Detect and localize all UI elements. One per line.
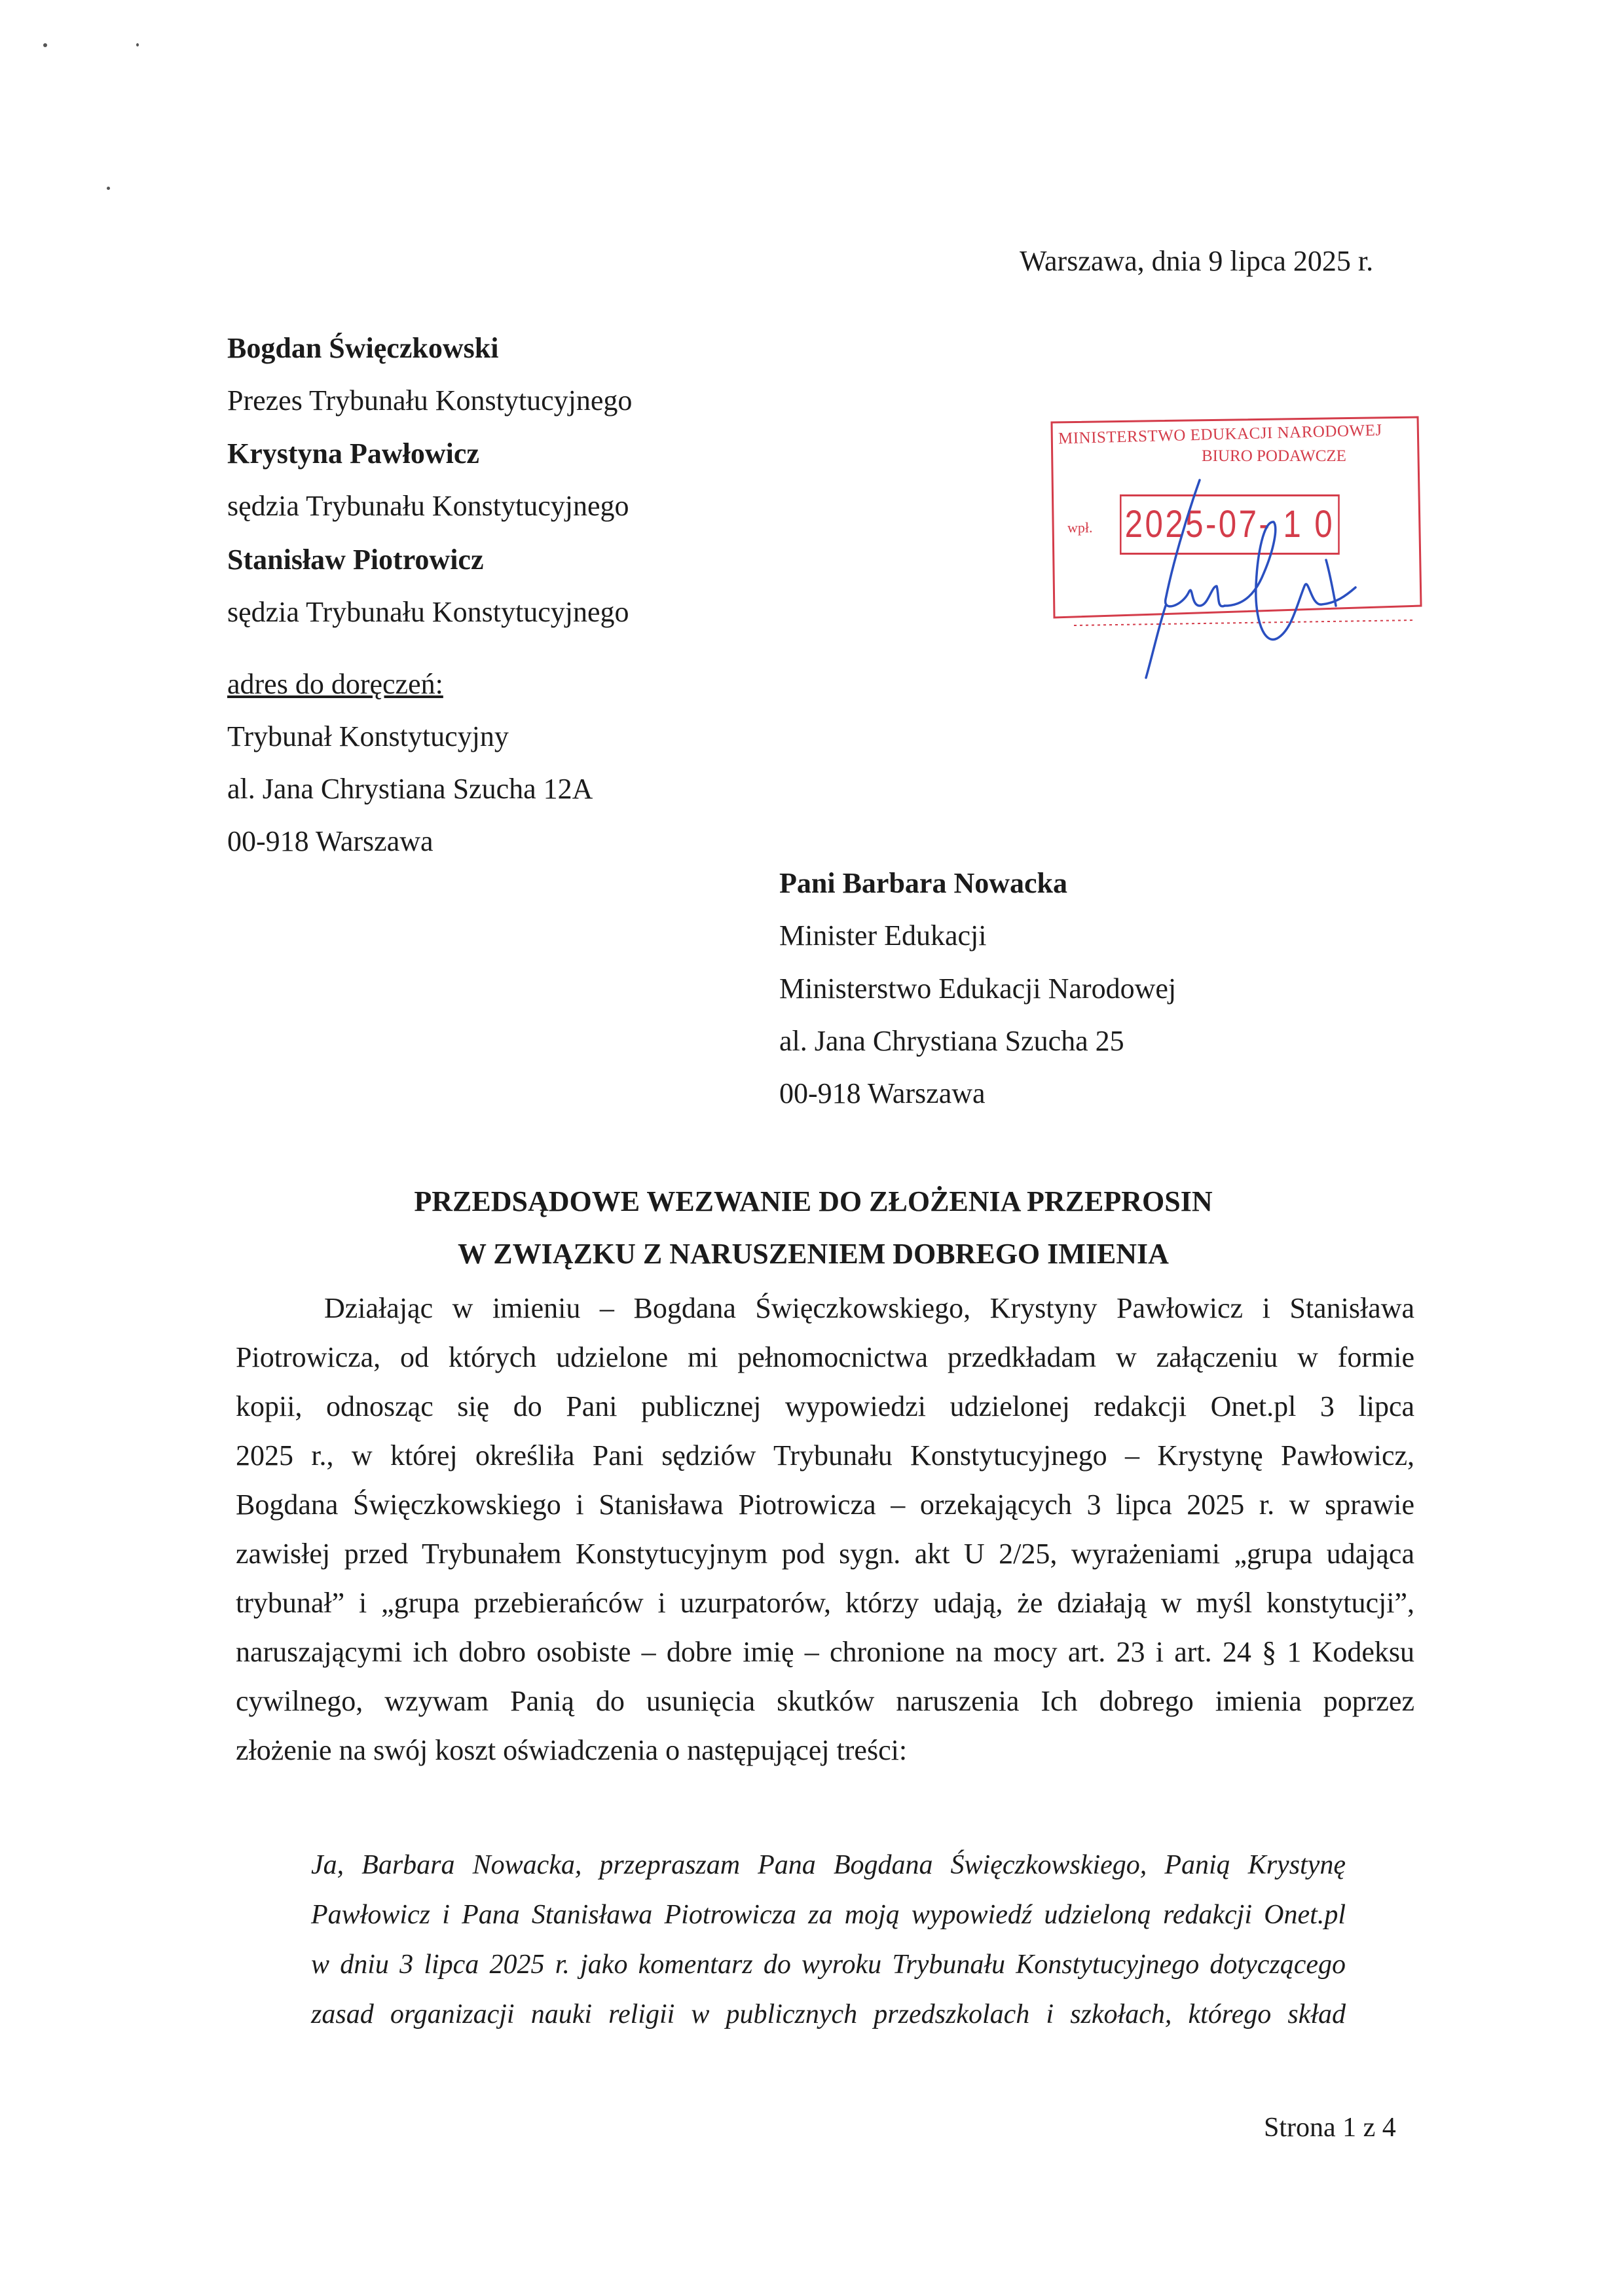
quote-line: w dniu 3 lipca 2025 r. jako komentarz do wyroku Trybunału Konstytucyjnego dotyczącego	[311, 1950, 1346, 1980]
recipient-name: Pani Barbara Nowacka	[779, 867, 1067, 899]
body-line: Piotrowicza, od których udzielone mi pełnomocnictwa przedkładam w załączeniu w formie	[236, 1341, 1414, 1373]
stamp-ministry-text: MINISTERSTWO EDUKACJI NARODOWEJ	[1058, 421, 1382, 448]
sender-role-3: sędzia Trybunału Konstytucyjnego	[227, 596, 629, 628]
body-paragraph	[236, 1284, 1414, 1775]
delivery-address-line-2: al. Jana Chrystiana Szucha 12A	[227, 773, 593, 805]
delivery-address-line-1: Trybunał Konstytucyjny	[227, 720, 509, 752]
body-line: zawisłej przed Trybunałem Konstytucyjnym pod sygn. akt U 2/25, wyrażeniami „grupa udająca	[236, 1538, 1414, 1570]
body-line: Bogdana Święczkowskiego i Stanisława Piotrowicza – orzekających 3 lipca 2025 r. w sprawie	[236, 1489, 1414, 1521]
stamp-received-label: wpł.	[1067, 519, 1093, 536]
place-date: Warszawa, dnia 9 lipca 2025 r.	[1020, 245, 1374, 277]
quote-line: zasad organizacji nauki religii w publicznych przedszkolach i szkołach, którego skład	[311, 1999, 1346, 2029]
delivery-address-line-3: 00-918 Warszawa	[227, 825, 434, 857]
scan-speck	[43, 43, 47, 47]
scan-speck	[107, 187, 110, 190]
document-title-line-1: PRZEDSĄDOWE WEZWANIE DO ZŁOŻENIA PRZEPROSIN	[414, 1185, 1213, 1217]
sender-name-1: Bogdan Święczkowski	[227, 332, 499, 364]
scan-speck	[136, 43, 139, 46]
recipient-address-line-2: 00-918 Warszawa	[779, 1077, 986, 1109]
document-title-line-2: W ZWIĄZKU Z NARUSZENIEM DOBREGO IMIENIA	[458, 1238, 1169, 1270]
recipient-institution: Ministerstwo Edukacji Narodowej	[779, 972, 1177, 1005]
sender-role-1: Prezes Trybunału Konstytucyjnego	[227, 384, 633, 417]
recipient-address-line-1: al. Jana Chrystiana Szucha 25	[779, 1025, 1124, 1057]
stamp-office-text: BIURO PODAWCZE	[1202, 447, 1346, 465]
body-line: kopii, odnosząc się do Pani publicznej wypowiedzi udzielonej redakcji Onet.pl 3 lipca	[236, 1390, 1414, 1422]
document-title	[227, 1176, 1399, 1280]
quote-line: Ja, Barbara Nowacka, przepraszam Pana Bogdana Święczkowskiego, Panią Krystynę	[311, 1850, 1346, 1880]
body-line: cywilnego, wzywam Panią do usunięcia skutków naruszenia Ich dobrego imienia poprzez	[236, 1685, 1414, 1717]
page-number: Strona 1 z 4	[1264, 2113, 1396, 2143]
quote-line: Pawłowicz i Pana Stanisława Piotrowicza za moją wypowiedź udzieloną redakcji Onet.pl	[311, 1900, 1346, 1930]
apology-quote	[311, 1840, 1346, 2039]
body-line: 2025 r., w której określiła Pani sędziów Trybunału Konstytucyjnego – Krystynę Pawłowicz,	[236, 1439, 1414, 1472]
body-line: Działając w imieniu – Bogdana Święczkowskiego, Krystyny Pawłowicz i Stanisława	[324, 1292, 1414, 1324]
body-line: trybunał” i „grupa przebierańców i uzurpatorów, którzy udają, że działają w myśl konstytucji”,	[236, 1587, 1414, 1619]
sender-name-3: Stanisław Piotrowicz	[227, 544, 484, 576]
body-line: naruszającymi ich dobro osobiste – dobre imię – chronione na mocy art. 23 i art. 24 § 1 Kodeksu	[236, 1636, 1414, 1668]
sender-name-2: Krystyna Pawłowicz	[227, 437, 479, 470]
recipient-role: Minister Edukacji	[779, 919, 987, 952]
stamp-received-date: 2025-07- 1 0	[1120, 494, 1340, 555]
delivery-address-label: adres do doręczeń:	[227, 668, 443, 700]
sender-role-2: sędzia Trybunału Konstytucyjnego	[227, 490, 629, 522]
body-line: złożenie na swój koszt oświadczenia o następującej treści:	[236, 1734, 908, 1766]
received-stamp	[1048, 409, 1441, 652]
